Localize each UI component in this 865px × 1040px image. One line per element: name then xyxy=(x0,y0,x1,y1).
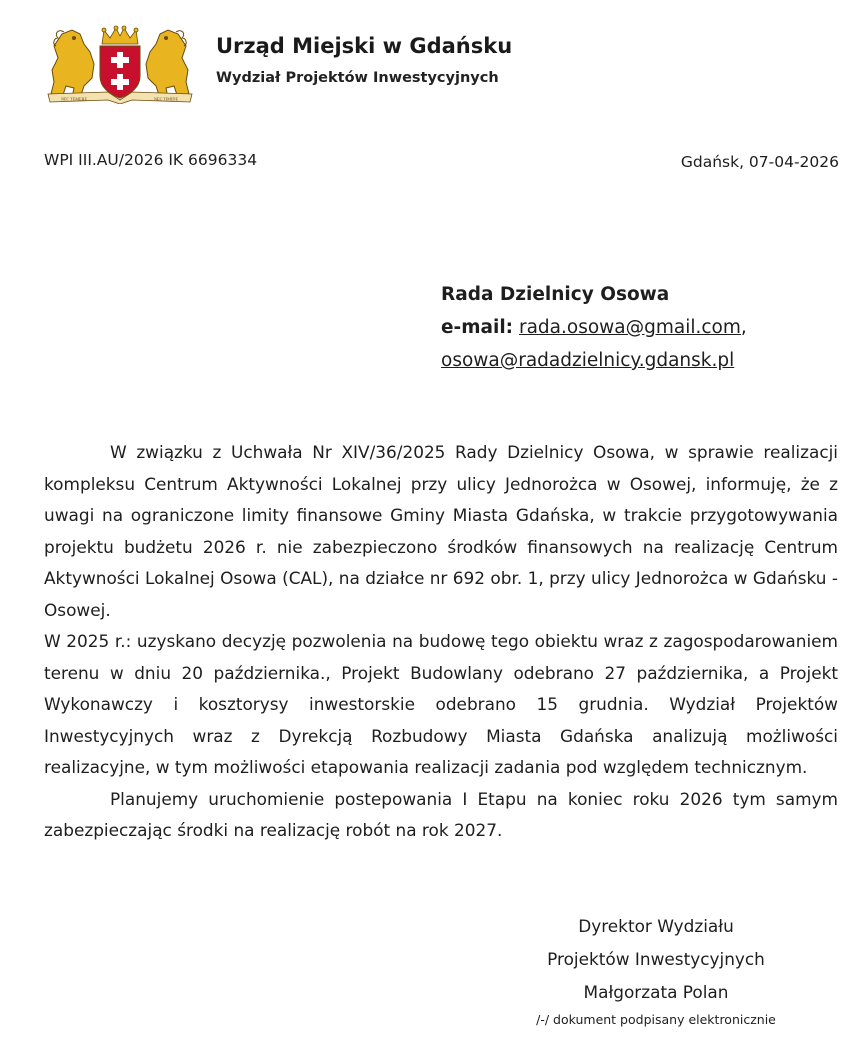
crown-icon xyxy=(102,26,138,44)
paragraph-2: W 2025 r.: uzyskano decyzję pozwolenia na budowę tego obiektu wraz z zagospodarowaniem terenu w dniu 20 października., Projekt Budowlany odebrano 27 października, a Projekt Wykonawczy i kosztorysy inwestorskie odebrano 15 grudnia. Wydział Projektów Inwestycyjnych wraz z Dyrekcją Rozbudowy Miasta Gdańska analizują możliwości realizacyjne, w tym możliwości etapowania realizacji zadania pod względem technicznym. xyxy=(44,631,838,777)
letter-body xyxy=(44,437,838,847)
signature-block xyxy=(496,910,816,1030)
paragraph-3: Planujemy uruchomienie postepowania I Etapu na koniec roku 2026 tym samym zabezpieczając środki na realizację robót na rok 2027. xyxy=(44,788,838,840)
paragraph-1: W związku z Uchwała Nr XIV/36/2025 Rady Dzielnicy Osowa, w sprawie realizacji kompleksu Centrum Aktywności Lokalnej przy ulicy Jednorożca w Osowej, informuję, że z uwagi na ograniczone limity finansowe Gminy Miasta Gdańska, w trakcie przygotowywania projektu budżetu 2026 r. nie zabezpieczono środków finansowych na realizację Centrum Aktywności Lokalnej Osowa (CAL), na działce nr 692 obr. 1, przy ulicy Jednorożca w Gdańsku - Osowej. xyxy=(44,442,838,620)
recipient-name: Rada Dzielnicy Osowa xyxy=(441,284,670,305)
recipient-email-line xyxy=(441,311,747,344)
email-link-1[interactable]: rada.osowa@gmail.com xyxy=(518,317,741,338)
gdansk-coat-of-arms-icon xyxy=(44,22,196,104)
right-lion-icon xyxy=(146,30,190,98)
ribbon-text-right: NEC TIMIDE xyxy=(154,96,178,102)
department-name: Wydział Projektów Inwestycyjnych xyxy=(216,70,499,86)
signature-title-line1: Dyrektor Wydziału xyxy=(578,916,734,936)
ribbon-text-left: NEC TEMERE xyxy=(60,96,88,102)
email-separator: , xyxy=(740,317,747,338)
recipient-block xyxy=(441,278,747,377)
email-label: e-mail: xyxy=(441,317,514,338)
email-link-2[interactable]: osowa@radadzielnicy.gdansk.pl xyxy=(441,350,735,371)
electronic-signature-note: /-/ dokument podpisany elektronicznie xyxy=(536,1012,776,1027)
signatory-name: Małgorzata Polan xyxy=(583,982,729,1002)
document-reference: WPI III.AU/2026 IK 6696334 xyxy=(44,151,258,169)
place-date: Gdańsk, 07-04-2026 xyxy=(680,153,839,171)
left-lion-icon xyxy=(50,30,94,98)
organization-name: Urząd Miejski w Gdańsku xyxy=(216,34,513,58)
signature-title-line2: Projektów Inwestycyjnych xyxy=(547,949,765,969)
